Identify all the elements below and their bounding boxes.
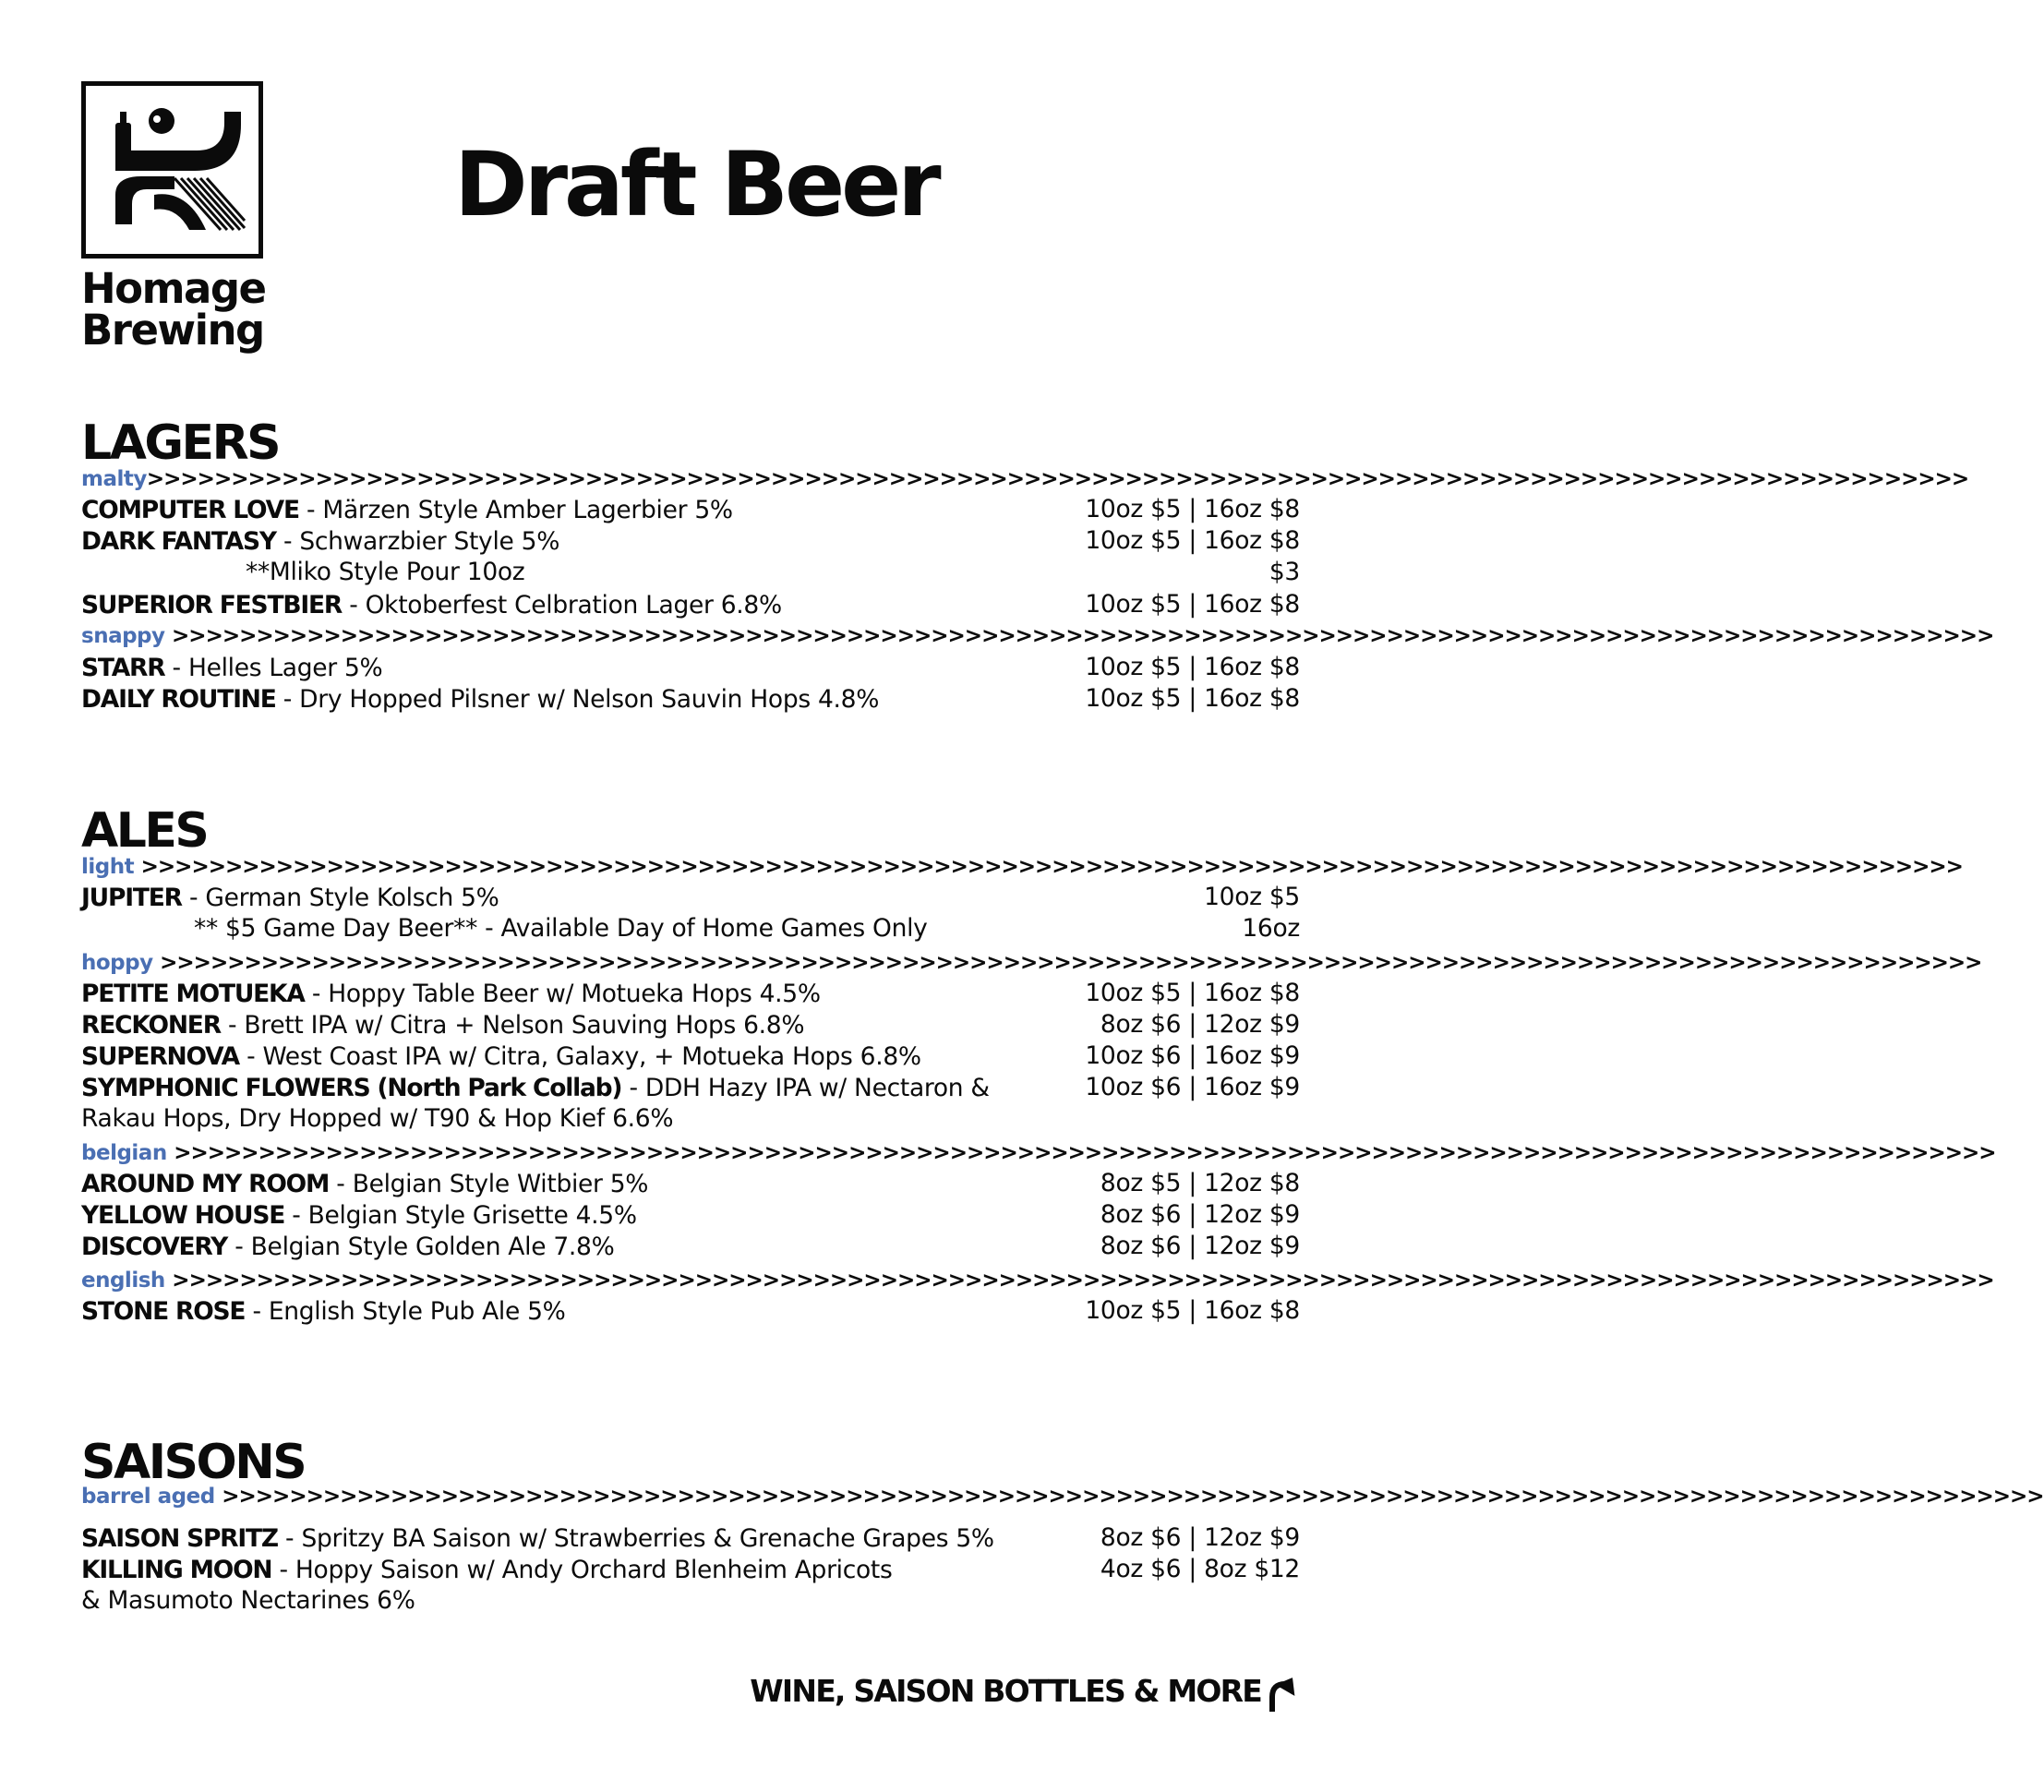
beer-price: 10oz $5 bbox=[1204, 883, 1300, 911]
subgroup-label: snappy bbox=[81, 624, 165, 648]
beer-description: - Belgian Style Golden Ale 7.8% bbox=[227, 1233, 615, 1261]
menu-item bbox=[81, 1295, 1300, 1327]
beer-price: 10oz $5 | 16oz $8 bbox=[1085, 979, 1300, 1007]
note-price: 16oz bbox=[1242, 914, 1300, 943]
brand-logo bbox=[81, 81, 263, 259]
subgroup-label: light bbox=[81, 855, 135, 879]
beer-price: 8oz $6 | 12oz $9 bbox=[1100, 1010, 1300, 1039]
beer-price: 10oz $5 | 16oz $8 bbox=[1085, 653, 1300, 681]
beer-name: RECKONER bbox=[81, 1011, 221, 1040]
note-text: **Mliko Style Pour 10oz bbox=[246, 558, 525, 586]
menu-item bbox=[81, 589, 1300, 620]
brand-name-line2: Brewing bbox=[81, 306, 264, 355]
page-title: Draft Beer bbox=[454, 133, 938, 236]
beer-description: - Belgian Style Witbier 5% bbox=[329, 1170, 649, 1198]
subgroup-arrows: >>>>>>>>>>>>>>>>>>>>>>>>>>>>>>>>>>>>>>>>>>>>>>>>>>>>>>>>>>>>>>>>>>>>>>>>>>>>>>>>>>>>>>>>>>>>>>>>>>>>>>>>>>>> bbox=[222, 1485, 2044, 1509]
beer-name: AROUND MY ROOM bbox=[81, 1170, 330, 1198]
subgroup-arrows: >>>>>>>>>>>>>>>>>>>>>>>>>>>>>>>>>>>>>>>>>>>>>>>>>>>>>>>>>>>>>>>>>>>>>>>>>>>>>>>>>>>>>>>>>>>>>>>>>>>>>>>>>>>> bbox=[174, 1141, 1996, 1165]
subgroup-arrows: >>>>>>>>>>>>>>>>>>>>>>>>>>>>>>>>>>>>>>>>>>>>>>>>>>>>>>>>>>>>>>>>>>>>>>>>>>>>>>>>>>>>>>>>>>>>>>>>>>>>>>>>>>>> bbox=[146, 467, 1969, 491]
beer-name: STONE ROSE bbox=[81, 1297, 246, 1326]
menu-item bbox=[81, 1231, 1300, 1262]
section-title-saisons: SAISONS bbox=[81, 1435, 306, 1490]
subgroup-barrel-aged bbox=[81, 1485, 2044, 1509]
beer-price: 10oz $5 | 16oz $8 bbox=[1085, 526, 1300, 555]
subgroup-belgian bbox=[81, 1141, 1996, 1165]
subgroup-arrows: >>>>>>>>>>>>>>>>>>>>>>>>>>>>>>>>>>>>>>>>>>>>>>>>>>>>>>>>>>>>>>>>>>>>>>>>>>>>>>>>>>>>>>>>>>>>>>>>>>>>>>>>>>>> bbox=[172, 624, 1994, 648]
beer-description-continued: & Masumoto Nectarines 6% bbox=[81, 1586, 415, 1615]
menu-note bbox=[81, 557, 1300, 588]
beer-name: DAILY ROUTINE bbox=[81, 685, 276, 714]
beer-name: SYMPHONIC FLOWERS (North Park Collab) bbox=[81, 1074, 622, 1102]
beer-name: DISCOVERY bbox=[81, 1233, 228, 1261]
subgroup-arrows: >>>>>>>>>>>>>>>>>>>>>>>>>>>>>>>>>>>>>>>>>>>>>>>>>>>>>>>>>>>>>>>>>>>>>>>>>>>>>>>>>>>>>>>>>>>>>>>>>>>>>>>>>>>> bbox=[140, 855, 1963, 879]
menu-item bbox=[81, 978, 1300, 1009]
more-menu-label: WINE, SAISON BOTTLES & MORE bbox=[750, 1673, 1261, 1709]
menu-item bbox=[81, 652, 1300, 683]
note-text: ** $5 Game Day Beer** - Available Day of Home Games Only bbox=[194, 914, 928, 943]
beer-description: - Schwarzbier Style 5% bbox=[275, 527, 560, 556]
beer-description: - Oktoberfest Celbration Lager 6.8% bbox=[342, 591, 782, 619]
beer-description: - Dry Hopped Pilsner w/ Nelson Sauvin Hops 4.8% bbox=[275, 685, 880, 714]
beer-name: STARR bbox=[81, 654, 165, 682]
beer-description: - English Style Pub Ale 5% bbox=[245, 1297, 566, 1326]
menu-item bbox=[81, 1040, 1300, 1072]
subgroup-label: hoppy bbox=[81, 951, 153, 975]
subgroup-label: barrel aged bbox=[81, 1485, 215, 1509]
beer-name: KILLING MOON bbox=[81, 1556, 272, 1584]
beer-name: SUPERIOR FESTBIER bbox=[81, 591, 343, 619]
section-title-lagers: LAGERS bbox=[81, 415, 280, 471]
beer-description: - Hoppy Table Beer w/ Motueka Hops 4.5% bbox=[304, 980, 821, 1008]
menu-item bbox=[81, 1072, 1300, 1103]
subgroup-hoppy bbox=[81, 951, 1982, 975]
menu-item bbox=[81, 1199, 1300, 1231]
beer-name: COMPUTER LOVE bbox=[81, 496, 299, 524]
beer-price: 10oz $6 | 16oz $9 bbox=[1085, 1073, 1300, 1101]
beer-price: 8oz $5 | 12oz $8 bbox=[1100, 1169, 1300, 1197]
beer-price: 10oz $5 | 16oz $8 bbox=[1085, 590, 1300, 619]
beer-price: 10oz $5 | 16oz $8 bbox=[1085, 495, 1300, 523]
beer-name: JUPITER bbox=[81, 884, 182, 912]
subgroup-english bbox=[81, 1269, 1994, 1293]
menu-item bbox=[81, 494, 1300, 525]
note-price: $3 bbox=[1268, 558, 1300, 586]
menu-item bbox=[81, 1522, 1300, 1554]
arrow-up-right-icon bbox=[1268, 1669, 1300, 1714]
beer-description: - DDH Hazy IPA w/ Nectaron & bbox=[621, 1074, 990, 1102]
beer-price: 10oz $5 | 16oz $8 bbox=[1085, 1296, 1300, 1325]
beer-price: 10oz $6 | 16oz $9 bbox=[1085, 1041, 1300, 1070]
menu-item bbox=[81, 525, 1300, 557]
menu-item bbox=[81, 882, 1300, 913]
menu-note bbox=[81, 913, 1300, 944]
more-menu-link[interactable] bbox=[750, 1669, 1300, 1714]
beer-price: 8oz $6 | 12oz $9 bbox=[1100, 1523, 1300, 1552]
subgroup-arrows: >>>>>>>>>>>>>>>>>>>>>>>>>>>>>>>>>>>>>>>>>>>>>>>>>>>>>>>>>>>>>>>>>>>>>>>>>>>>>>>>>>>>>>>>>>>>>>>>>>>>>>>>>>>> bbox=[172, 1269, 1994, 1293]
beer-description: - Brett IPA w/ Citra + Nelson Sauving Hops 6.8% bbox=[220, 1011, 805, 1040]
menu-item bbox=[81, 683, 1300, 715]
beer-name: PETITE MOTUEKA bbox=[81, 980, 305, 1008]
beer-price: 4oz $6 | 8oz $12 bbox=[1100, 1555, 1300, 1583]
subgroup-light bbox=[81, 855, 1963, 879]
beer-price: 10oz $5 | 16oz $8 bbox=[1085, 684, 1300, 713]
beer-price: 8oz $6 | 12oz $9 bbox=[1100, 1232, 1300, 1260]
beer-description-continued: Rakau Hops, Dry Hopped w/ T90 & Hop Kief 6.6% bbox=[81, 1104, 674, 1133]
brand-name-line1: Homage bbox=[81, 264, 266, 313]
menu-item bbox=[81, 1009, 1300, 1040]
beer-name: DARK FANTASY bbox=[81, 527, 276, 556]
subgroup-arrows: >>>>>>>>>>>>>>>>>>>>>>>>>>>>>>>>>>>>>>>>>>>>>>>>>>>>>>>>>>>>>>>>>>>>>>>>>>>>>>>>>>>>>>>>>>>>>>>>>>>>>>>>>>>> bbox=[160, 951, 1982, 975]
beer-description: - West Coast IPA w/ Citra, Galaxy, + Motueka Hops 6.8% bbox=[238, 1042, 921, 1071]
subgroup-malty bbox=[81, 467, 1969, 491]
beer-description: - Hoppy Saison w/ Andy Orchard Blenheim Apricots bbox=[271, 1556, 893, 1584]
section-title-ales: ALES bbox=[81, 803, 208, 859]
menu-item bbox=[81, 1554, 1300, 1585]
beer-description: - German Style Kolsch 5% bbox=[181, 884, 499, 912]
brand-name bbox=[81, 264, 266, 355]
beer-name: SAISON SPRITZ bbox=[81, 1524, 278, 1553]
homage-logo-mark bbox=[86, 86, 259, 254]
beer-description: - Belgian Style Grisette 4.5% bbox=[284, 1201, 637, 1230]
beer-price: 8oz $6 | 12oz $9 bbox=[1100, 1200, 1300, 1229]
subgroup-label: belgian bbox=[81, 1141, 167, 1165]
beer-name: YELLOW HOUSE bbox=[81, 1201, 285, 1230]
beer-name: SUPERNOVA bbox=[81, 1042, 239, 1071]
subgroup-snappy bbox=[81, 624, 1994, 648]
menu-item bbox=[81, 1168, 1300, 1199]
beer-description: - Märzen Style Amber Lagerbier 5% bbox=[298, 496, 733, 524]
beer-description: - Spritzy BA Saison w/ Strawberries & Grenache Grapes 5% bbox=[277, 1524, 994, 1553]
subgroup-label: malty bbox=[81, 467, 147, 491]
subgroup-label: english bbox=[81, 1269, 165, 1293]
beer-description: - Helles Lager 5% bbox=[164, 654, 383, 682]
